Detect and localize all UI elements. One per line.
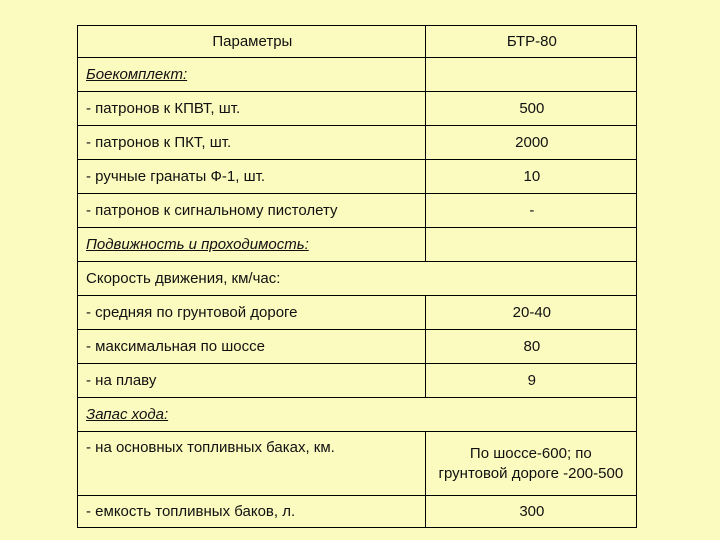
subheading-row bbox=[78, 262, 637, 296]
row-value: 10 bbox=[425, 160, 636, 194]
table-row bbox=[78, 496, 637, 528]
table-row bbox=[78, 296, 637, 330]
section-row-range bbox=[78, 398, 637, 432]
row-label: - патронов к ПКТ, шт. bbox=[78, 126, 426, 160]
row-label: - максимальная по шоссе bbox=[78, 330, 426, 364]
row-value: 80 bbox=[425, 330, 636, 364]
table-row bbox=[78, 126, 637, 160]
specs-table bbox=[77, 25, 637, 528]
section-title-range: Запас хода: bbox=[78, 398, 637, 432]
row-value: 9 bbox=[425, 364, 636, 398]
section-title-ammo: Боекомплект: bbox=[78, 58, 426, 92]
table-row bbox=[78, 330, 637, 364]
row-label: - на основных топливных баках, км. bbox=[78, 432, 426, 496]
row-value: По шоссе-600; по грунтовой дороге -200-500 bbox=[425, 432, 636, 496]
section-empty-mobility bbox=[425, 228, 636, 262]
row-label: - средняя по грунтовой дороге bbox=[78, 296, 426, 330]
row-value: 20-40 bbox=[425, 296, 636, 330]
row-value: 2000 bbox=[425, 126, 636, 160]
row-label: - емкость топливных баков, л. bbox=[78, 496, 426, 528]
section-empty-ammo bbox=[425, 58, 636, 92]
speed-subheading: Скорость движения, км/час: bbox=[78, 262, 637, 296]
row-label: - патронов к сигнальному пистолету bbox=[78, 194, 426, 228]
row-label: - патронов к КПВТ, шт. bbox=[78, 92, 426, 126]
section-row-mobility bbox=[78, 228, 637, 262]
section-title-mobility: Подвижность и проходимость: bbox=[78, 228, 426, 262]
row-value: 500 bbox=[425, 92, 636, 126]
table-row bbox=[78, 194, 637, 228]
table-row bbox=[78, 92, 637, 126]
header-model: БТР-80 bbox=[425, 26, 636, 58]
table-row bbox=[78, 364, 637, 398]
header-param: Параметры bbox=[78, 26, 426, 58]
row-label: - ручные гранаты Ф-1, шт. bbox=[78, 160, 426, 194]
row-value: - bbox=[425, 194, 636, 228]
header-row bbox=[78, 26, 637, 58]
row-value: 300 bbox=[425, 496, 636, 528]
table-row bbox=[78, 432, 637, 496]
table-row bbox=[78, 160, 637, 194]
row-label: - на плаву bbox=[78, 364, 426, 398]
section-row-ammo bbox=[78, 58, 637, 92]
